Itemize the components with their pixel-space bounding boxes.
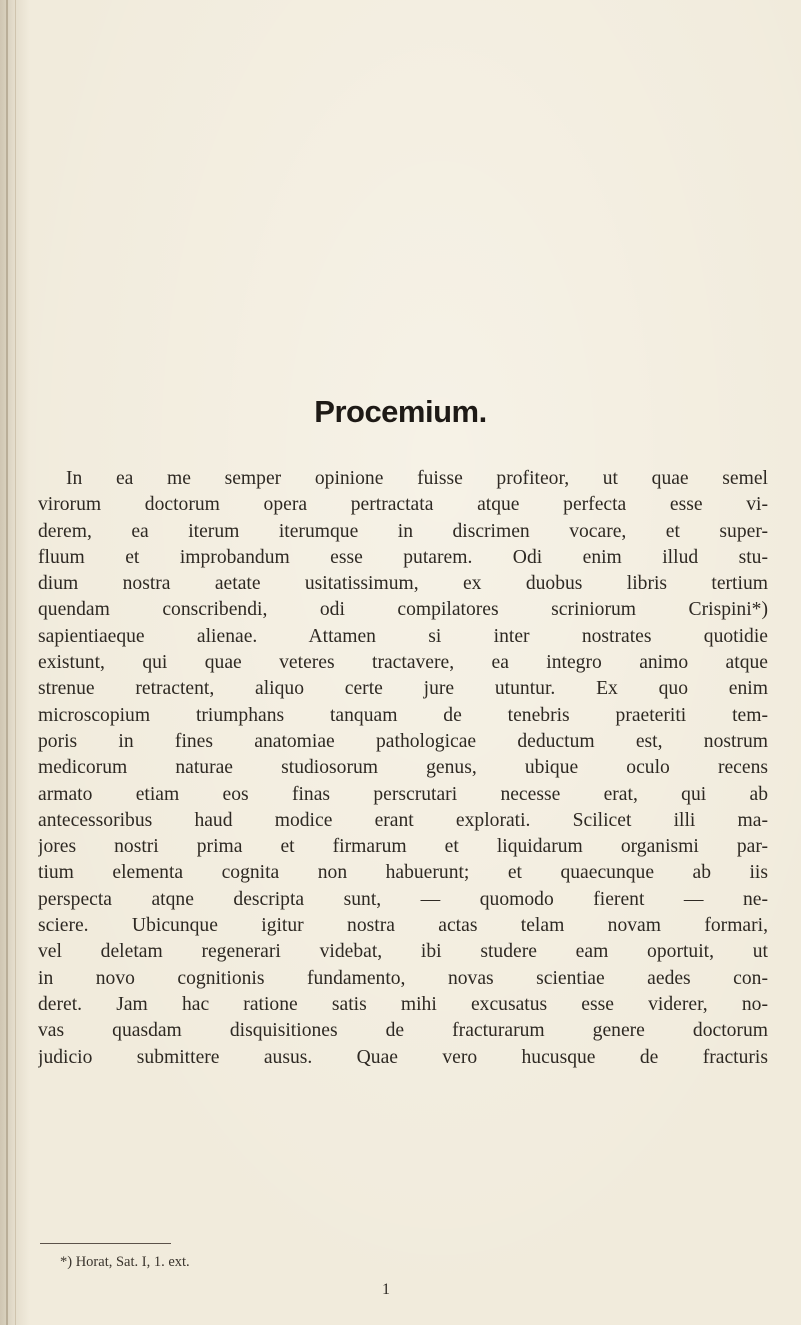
footnote-rule bbox=[40, 1243, 171, 1244]
text-line: poris in fines anatomiae pathologicae deductum est, nostrum bbox=[38, 730, 768, 752]
text-line: tium elementa cognita non habuerunt; et quaecunque ab iis bbox=[38, 862, 768, 884]
text-line: virorum doctorum opera pertractata atque perfecta esse vi- bbox=[38, 494, 768, 516]
page-title: Procemium. bbox=[314, 394, 487, 429]
text-line: quendam conscribendi, odi compilatores scriniorum Crispini*) bbox=[38, 599, 768, 621]
text-line: in novo cognitionis fundamento, novas scientiae aedes con- bbox=[38, 967, 768, 989]
text-line: dium nostra aetate usitatissimum, ex duobus libris tertium bbox=[38, 573, 768, 595]
signature-mark: 1 bbox=[382, 1281, 390, 1298]
text-line: microscopium triumphans tanquam de tenebris praeteriti tem- bbox=[38, 704, 768, 726]
text-line: sapientiaeque alienae. Attamen si inter nostrates quotidie bbox=[38, 625, 768, 647]
binding-edge bbox=[6, 0, 8, 1325]
text-line: sciere. Ubicunque igitur nostra actas telam novam formari, bbox=[38, 915, 768, 937]
text-line: fluum et improbandum esse putarem. Odi enim illud stu- bbox=[38, 546, 768, 568]
text-line: vel deletam regenerari videbat, ibi studere eam oportuit, ut bbox=[38, 941, 768, 963]
text-line: judicio submittere ausus. Quae vero hucusque de fracturis bbox=[38, 1046, 768, 1068]
text-line: existunt, qui quae veteres tractavere, ea integro animo atque bbox=[38, 652, 768, 674]
footnote: *) Horat, Sat. I, 1. ext. bbox=[60, 1254, 190, 1270]
text-line: derem, ea iterum iterumque in discrimen vocare, et super- bbox=[38, 520, 768, 542]
binding-edge-inner bbox=[15, 0, 16, 1325]
text-line: antecessoribus haud modice erant explorati. Scilicet illi ma- bbox=[38, 809, 768, 831]
preface-text bbox=[38, 466, 768, 1071]
text-line: perspecta atqne descripta sunt, — quomodo fierent — ne- bbox=[38, 888, 768, 910]
text-line: vas quasdam disquisitiones de fracturarum genere doctorum bbox=[38, 1020, 768, 1042]
text-line: strenue retractent, aliquo certe jure utuntur. Ex quo enim bbox=[38, 678, 768, 700]
text-line: medicorum naturae studiosorum genus, ubique oculo recens bbox=[38, 757, 768, 779]
text-line: armato etiam eos finas perscrutari necesse erat, qui ab bbox=[38, 783, 768, 805]
text-line: jores nostri prima et firmarum et liquidarum organismi par- bbox=[38, 836, 768, 858]
text-line: deret. Jam hac ratione satis mihi excusatus esse viderer, no- bbox=[38, 993, 768, 1015]
text-line: In ea me semper opinione fuisse profiteor, ut quae semel bbox=[66, 468, 768, 489]
